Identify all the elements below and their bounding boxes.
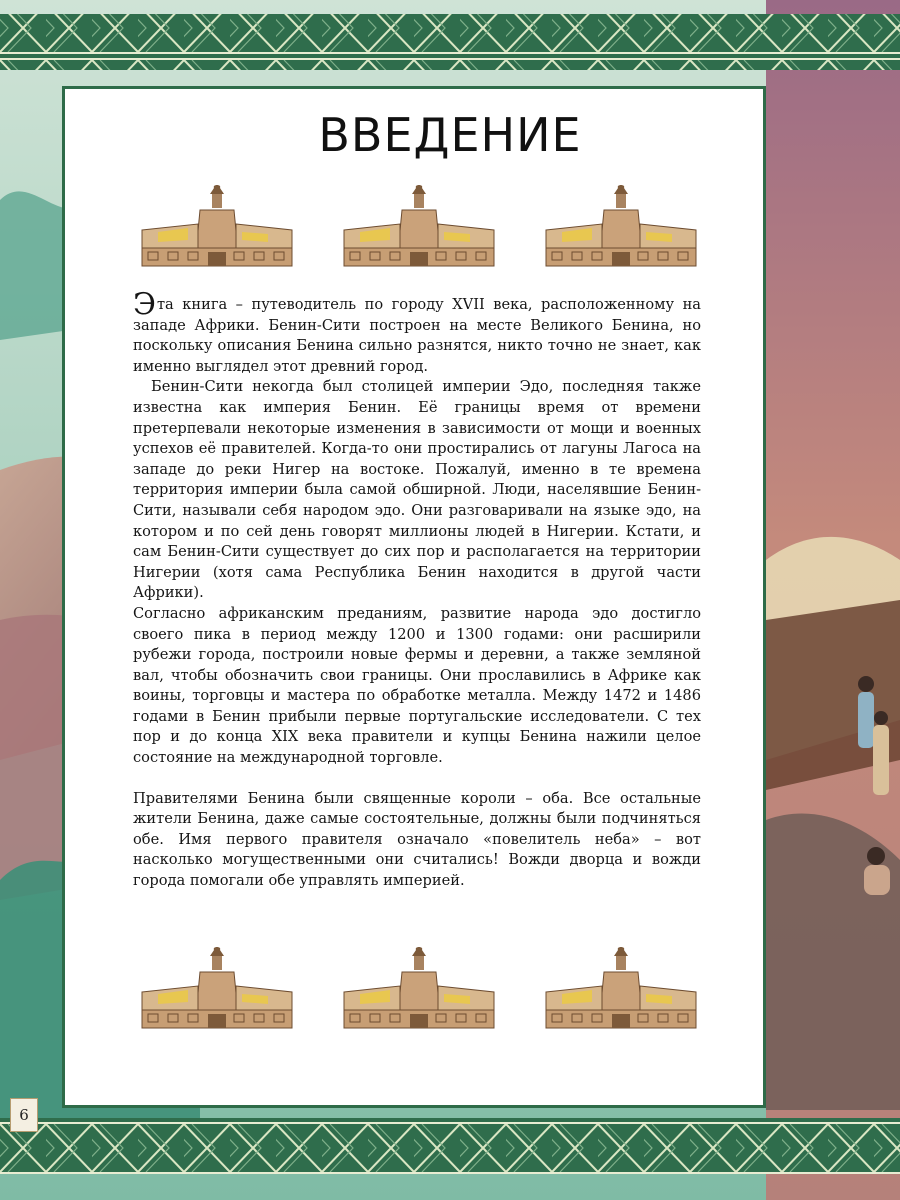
- benin-palace-building-icon: [542, 182, 700, 272]
- benin-palace-building-icon: [138, 182, 296, 272]
- benin-palace-building-icon: [340, 182, 498, 272]
- page-title: ВВЕДЕНИЕ: [318, 108, 582, 162]
- benin-palace-building-icon: [340, 944, 498, 1034]
- drop-cap: Э: [133, 287, 156, 322]
- paragraph: Согласно африканским преданиям, развитие народа эдо достигло своего пика в период между 1200 и 1300 годами: они расширили рубежи города, построили новые фермы и деревни, а также земляной вал, чтобы обозначить свои границы. Они прославились в Африке как воины, торговцы и мастера по обработке металла. Между 1472 и 1486 годами в Бенин прибыли первые португальские исследователи. С тех пор и до конца XIX века правители и купцы Бенина нажили целое состояние на международной торговле.: [133, 604, 701, 767]
- body-text: [133, 287, 701, 892]
- page-number: 6: [10, 1098, 38, 1132]
- paragraph: [133, 287, 701, 377]
- paragraph: Бенин-Сити некогда был столицей империи Эдо, последняя также известна как империя Бенин. Её границы время от времени претерпевали некоторые изменения в зависимости от мощи и военных успехов её правителей. Когда-то они простирались от лагуны Лагоса на западе до реки Нигер на востоке. Пожалуй, именно в те времена территория империи была самой обширной. Люди, населявшие Бенин-Сити, называли себя народом эдо. Они разговаривали на языке эдо, на котором и по сей день говорят миллионы людей в Нигерии. Кстати, и сам Бенин-Сити существует до сих пор и располагается на территории Нигерии (хотя сама Республика Бенин находится в другой части Африки).: [133, 378, 701, 602]
- benin-palace-building-icon: [542, 944, 700, 1034]
- paragraph: Правителями Бенина были священные короли – оба. Все остальные жители Бенина, даже самые состоятельные, должны были подчиняться обе. Имя первого правителя означало «повелитель неба» – вот насколько могущественными они считались! Вожди дворца и вожди города помогали обе управлять империей.: [133, 789, 701, 890]
- benin-palace-building-icon: [138, 944, 296, 1034]
- paragraph-text: та книга – путеводитель по городу XVII века, расположенному на западе Африки. Бенин-Сити построен на месте Великого Бенина, но поскольку описания Бенина сильно разнятся, никто точно не знает, как именно выглядел этот древний город.: [133, 296, 701, 375]
